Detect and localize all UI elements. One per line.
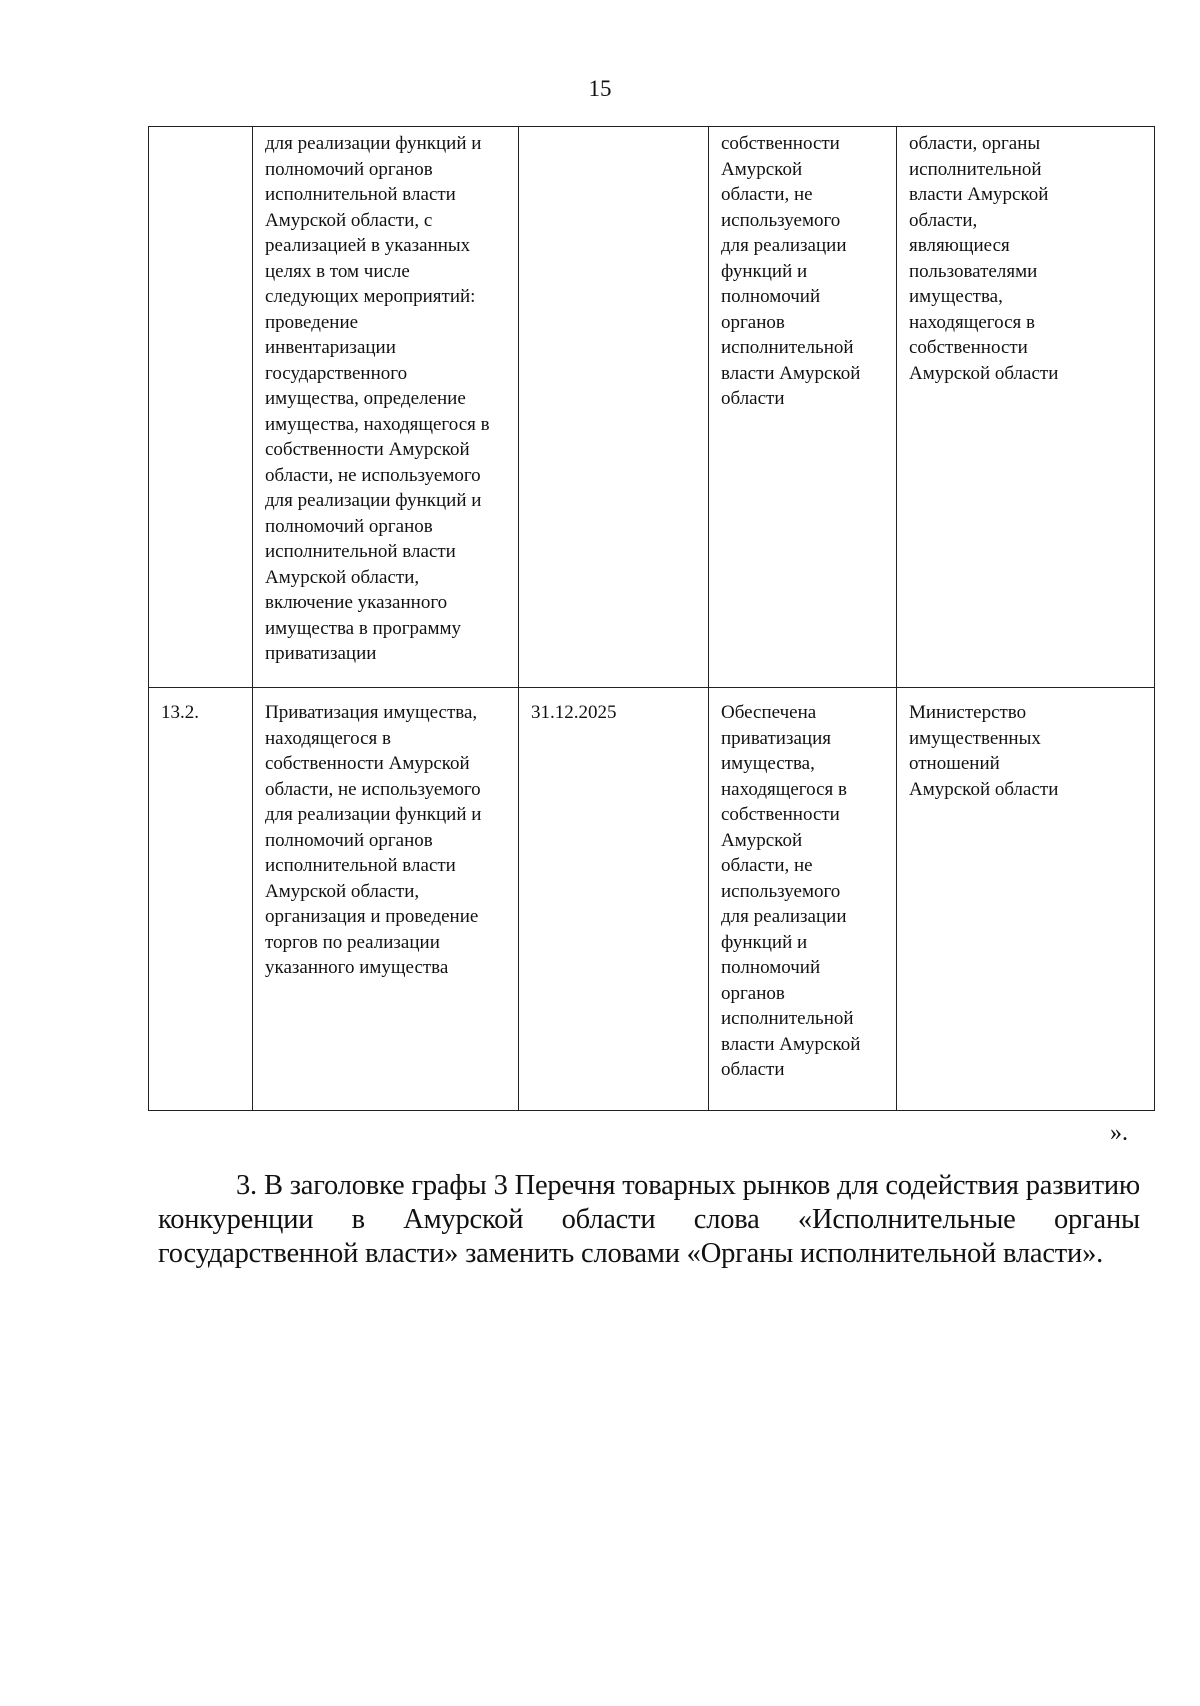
result-cell: Обеспечена приватизация имущества, находящегося в собственности Амурской области, не используемого для реализации функций и полномочий органов исполнительной власти Амурской области xyxy=(709,688,897,1111)
activity-cell: Приватизация имущества, находящегося в собственности Амурской области, не используемого для реализации функций и полномочий органов исполнительной власти Амурской области, организация и проведение торгов по реализации указанного имущества xyxy=(253,688,519,1111)
closing-quote: ». xyxy=(1110,1120,1128,1146)
deadline-cell xyxy=(519,127,709,688)
activity-cell: для реализации функций и полномочий органов исполнительной власти Амурской области, с реализацией в указанных целях в том числе следующих мероприятий: проведение инвентаризации государственного имущества, определение имущества, находящегося в собственности Амурской области, не используемого для реализации функций и полномочий органов исполнительной власти Амурской области, включение указанного имущества в программу приватизации xyxy=(253,127,519,688)
table-row xyxy=(149,127,1155,688)
responsible-cell: Министерство имущественных отношений Амурской области xyxy=(897,688,1155,1111)
row-number-cell xyxy=(149,127,253,688)
measures-table xyxy=(148,126,1155,1111)
row-number-cell: 13.2. xyxy=(149,688,253,1111)
responsible-cell: области, органы исполнительной власти Амурской области, являющиеся пользователями имущества, находящегося в собственности Амурской области xyxy=(897,127,1155,688)
deadline-cell: 31.12.2025 xyxy=(519,688,709,1111)
table-row xyxy=(149,688,1155,1111)
result-cell: собственности Амурской области, не используемого для реализации функций и полномочий органов исполнительной власти Амурской области xyxy=(709,127,897,688)
amendment-paragraph: 3. В заголовке графы 3 Перечня товарных рынков для содействия развитию конкуренции в Амурской области слова «Исполнительные органы государственной власти» заменить словами «Органы исполнительной власти». xyxy=(158,1169,1140,1269)
page-number: 15 xyxy=(588,76,612,101)
